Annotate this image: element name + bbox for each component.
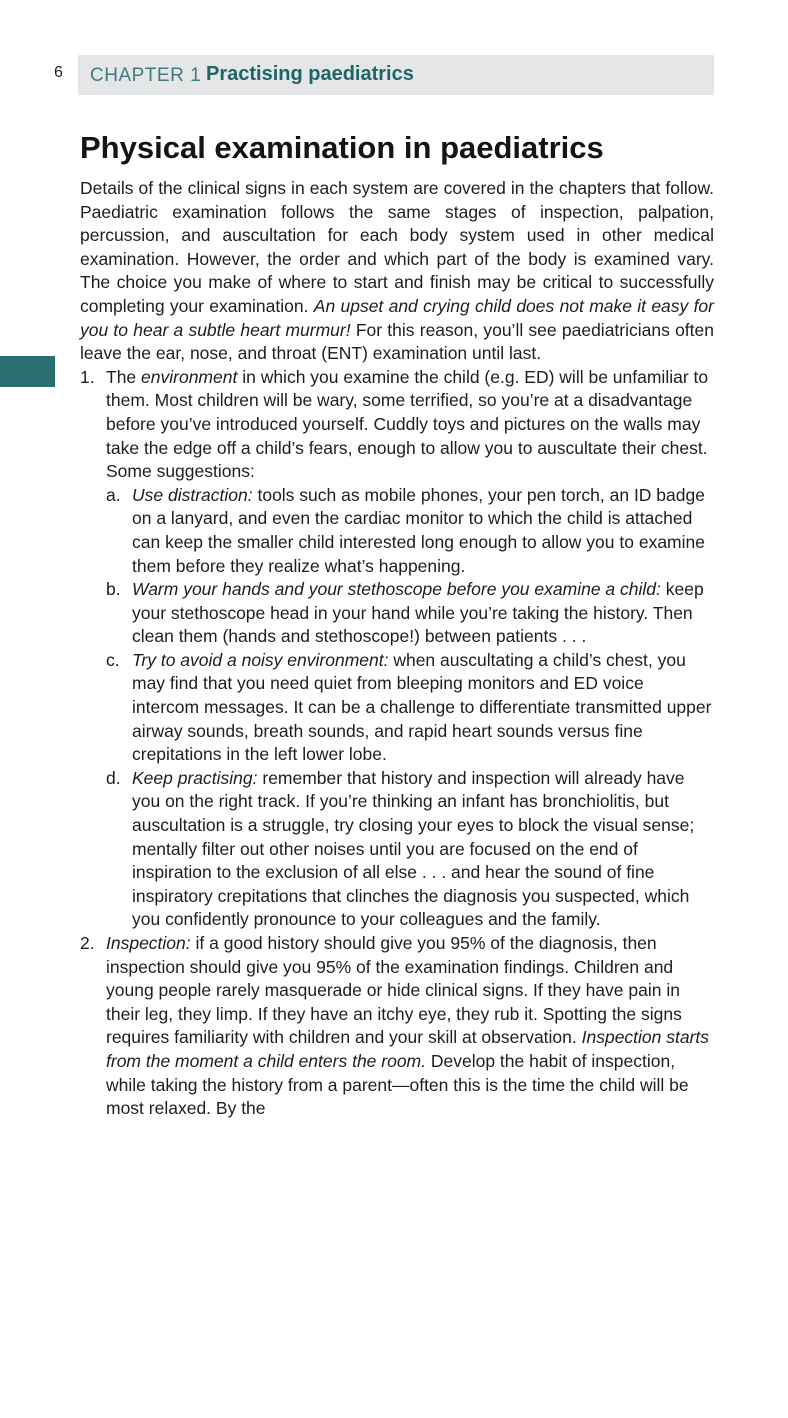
sub-item-heading: Use distraction:: [132, 484, 253, 505]
chapter-thumb-tab: [0, 356, 55, 387]
sub-item-warm-hands: [106, 578, 714, 649]
sub-item-text: keep your stethoscope head in your hand while you’re taking the history. Then clean them (hands and stethoscope!) between patients . . .: [132, 579, 704, 647]
chapter-label: CHAPTER 1: [90, 65, 202, 86]
sub-item-text: when auscultating a child’s chest, you may find that you need quiet from bleeping monitors and ED voice intercom messages. It can be a challenge to differentiate transmitted upper airway sounds, breath sounds, and rapid heart sounds versus fine crepitations in the left lower lobe.: [132, 649, 712, 765]
intro-text-2: For this reason, you’ll see paediatricians often leave the ear, nose, and throat (ENT) examination until last.: [80, 319, 714, 364]
sub-item-noise: [106, 649, 714, 767]
item-italic: Inspection starts from the moment a child enters the room.: [106, 1027, 710, 1071]
intro-italic: An upset and crying child does not make it easy for you to hear a subtle heart murmur!: [80, 295, 714, 340]
list-marker: a.: [106, 484, 121, 505]
item-italic: environment: [141, 366, 238, 387]
item-italic: Inspection:: [106, 933, 191, 953]
item-text: The: [106, 366, 142, 387]
list-marker: d.: [106, 767, 121, 788]
sub-item-text: tools such as mobile phones, your pen torch, an ID badge on a lanyard, and even the cardiac monitor to which the child is attached can keep the smaller child interested long enough to allow you to examine them before they realize what’s happening.: [132, 484, 705, 576]
item-text: if a good history should give you 95% of the diagnosis, then inspection should give you 95% of the examination findings. Children and young people rarely masquerade or hide clinical signs. If they have pain in their leg, they limp. If they have an itchy eye, they rub it. Spotting the signs requires familiarity with children and your skill at observation.: [106, 933, 682, 1048]
body-text: [80, 177, 714, 1121]
main-list: [80, 366, 714, 1121]
sub-item-heading: Try to avoid a noisy environment:: [132, 649, 389, 670]
intro-paragraph: [80, 177, 714, 366]
list-marker: c.: [106, 649, 120, 670]
item-text: in which you examine the child (e.g. ED) will be unfamiliar to them. Most children will be wary, some terrified, so you’re at a disadvantage before you’ve introduced yourself. Cuddly toys and pictures on the walls may take the edge off a child’s fears, enough to allow you to auscultate their chest. Some suggestions:: [106, 366, 709, 482]
list-marker: 2.: [80, 933, 95, 953]
chapter-title: Practising paediatrics: [206, 63, 414, 85]
sub-item-practising: [106, 767, 714, 932]
sub-item-distraction: [106, 484, 714, 578]
sub-item-heading: Keep practising:: [132, 767, 258, 788]
page-number: 6: [54, 64, 63, 81]
item-text: Develop the habit of inspection, while taking the history from a parent—often this is the time the child will be most relaxed. By the: [106, 1050, 689, 1119]
list-item-inspection: [80, 932, 714, 1121]
section-title: Physical examination in paediatrics: [80, 130, 604, 165]
sub-item-heading: Warm your hands and your stethoscope before you examine a child:: [132, 579, 661, 600]
running-header: [78, 55, 714, 95]
sub-list: [106, 484, 714, 932]
list-marker: b.: [106, 579, 121, 600]
list-marker: 1.: [80, 366, 95, 387]
intro-text-1: Details of the clinical signs in each system are covered in the chapters that follow. Paediatric examination follows the same stages of inspection, palpation, percussion, and auscultation for each body system used in other medical examination. However, the order and which part of the body is examined vary. The choice you make of where to start and finish may be critical to successfully completing your examination.: [80, 178, 714, 316]
list-item-environment: [80, 366, 714, 932]
sub-item-text: remember that history and inspection will already have you on the right track. If you’re thinking an infant has bronchiolitis, but auscultation is a struggle, try closing your eyes to block the visual sense; mentally filter out other noises until you are focused on the end of inspiration to the exclusion of all else . . . and hear the sound of fine inspiratory crepitations that clinches the diagnosis you suspected, which you confidently pronounce to your colleagues and the family.: [132, 767, 695, 930]
